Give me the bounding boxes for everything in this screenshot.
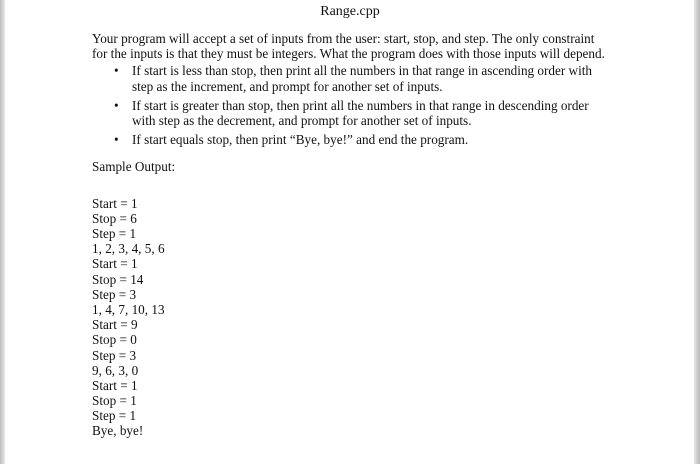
output-line: Step = 1 — [92, 226, 137, 241]
output-line: Start = 1 — [92, 377, 138, 393]
list-item-text: If start equals stop, then print “Bye, bye!” and end the program. — [132, 132, 469, 148]
document-title: Range.cpp — [320, 4, 380, 19]
document-page — [92, 31, 612, 439]
intro-paragraph: Your program will accept a set of inputs from the user: start, stop, and step. The only constraint for the inputs is that they must be integers. What the program does with those inputs will depend. — [92, 31, 605, 62]
output-line: 9, 6, 3, 0 — [92, 362, 139, 378]
output-line: Start = 9 — [92, 317, 138, 333]
list-item — [92, 132, 612, 147]
left-page-edge — [0, 0, 5, 464]
output-line: Step = 1 — [92, 408, 137, 424]
sample-output-block — [92, 196, 612, 439]
list-item-text: If start is less than stop, then print all the numbers in that range in ascending order with step as the increment, and prompt for another set of inputs. — [132, 63, 592, 94]
output-line: Bye, bye! — [92, 423, 144, 439]
list-item-text: If start is greater than stop, then print all the numbers in that range in descending order with step as the decrement, and prompt for another set of inputs. — [132, 97, 589, 129]
list-item — [92, 63, 612, 93]
sample-output-label: Sample Output: — [92, 159, 176, 175]
output-line: Stop = 0 — [92, 332, 137, 348]
output-line: 1, 4, 7, 10, 13 — [92, 301, 165, 317]
output-line: Step = 3 — [92, 286, 137, 302]
right-page-edge — [694, 0, 700, 464]
output-line: Start = 1 — [92, 195, 138, 211]
bullet-icon: • — [114, 132, 119, 148]
bullet-icon: • — [114, 63, 119, 79]
rules-list — [92, 63, 612, 147]
output-line: Stop = 6 — [92, 210, 137, 226]
output-line: Start = 1 — [92, 256, 138, 272]
output-line: Stop = 1 — [92, 393, 137, 409]
output-line: Stop = 14 — [92, 271, 144, 287]
output-line: 1, 2, 3, 4, 5, 6 — [92, 241, 165, 257]
list-item — [92, 98, 612, 128]
output-line: Step = 3 — [92, 347, 137, 363]
bullet-icon: • — [114, 97, 119, 113]
